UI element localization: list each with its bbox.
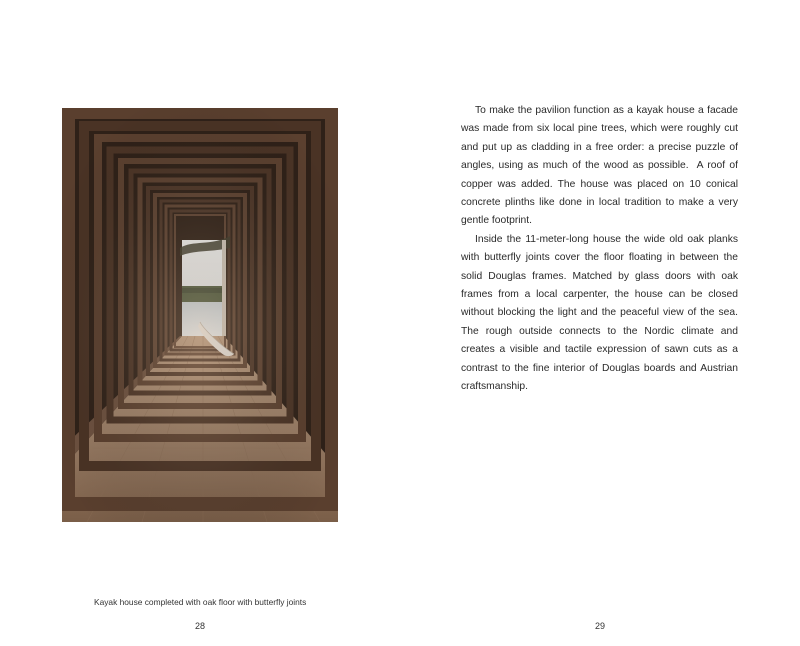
- right-page: [400, 0, 800, 646]
- kayak-house-photo: [62, 108, 338, 522]
- page-number-left: 28: [194, 621, 205, 631]
- kayak-house-photo-image: [62, 108, 338, 522]
- paragraph: Inside the 11-meter-long house the wide old oak planks with butterfly joints cover the floor floating in between the solid Douglas frames. Matched by glass doors with oak frames from a local carpenter, the house can be closed without blocking the light and the peaceful view of the sea. The rough outside connects to the Nordic climate and creates a visible and tactile expression of sawn cuts as a contrast to the fine interior of Douglas boards and Austrian craftsmanship.: [461, 233, 738, 393]
- page-number-right: 29: [594, 621, 605, 631]
- photo-caption: Kayak house completed with oak floor with butterfly joints: [94, 597, 307, 607]
- paragraph: To make the pavilion function as a kayak house a facade was made from six local pine trees, which were roughly cut and put up as cladding in a free order: a precise puzzle of angles, using as much of the wood as possible. A roof of copper was added. The house was placed on 10 conical concrete plinths like done in local tradition to make a very gentle footprint.: [461, 105, 738, 227]
- body-text: [461, 102, 738, 397]
